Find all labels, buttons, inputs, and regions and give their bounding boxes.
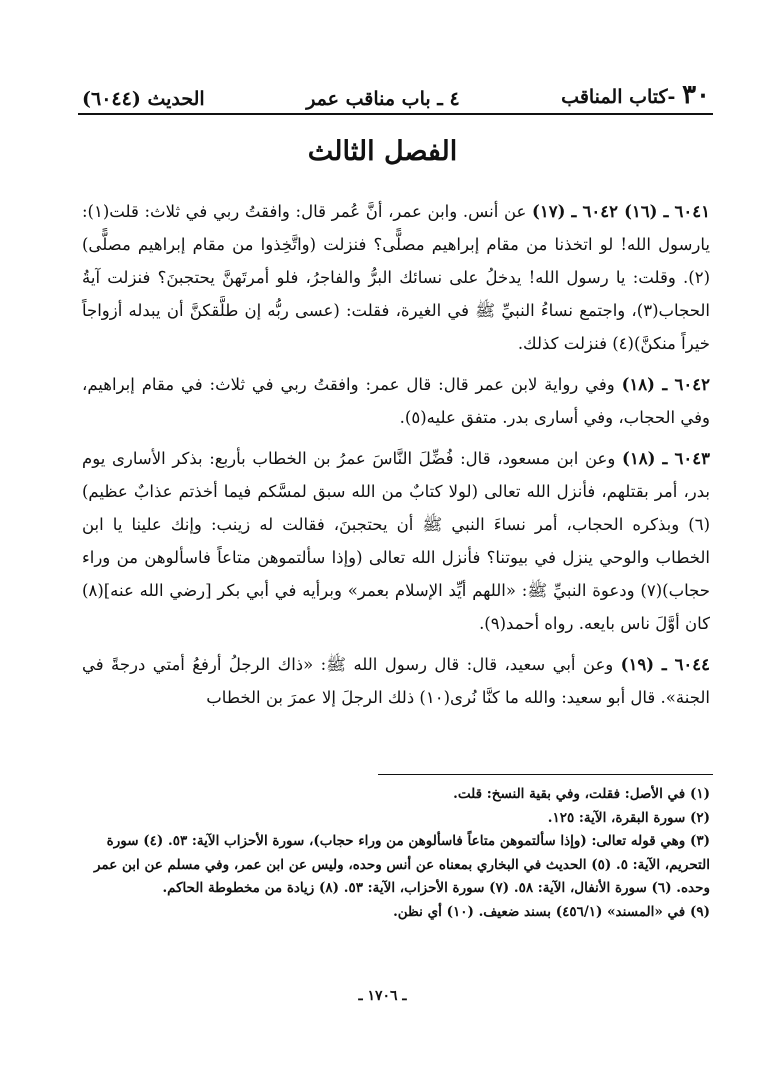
chapter-title: ٤ ـ باب مناقب عمر [306,88,460,110]
hadith-paragraph [82,368,710,434]
hadith-paragraph [82,442,710,640]
hadith-number: ٦٠٤٣ ـ (١٨) [622,449,710,468]
header-divider [78,113,713,115]
footnotes [82,783,710,924]
hadith-text: وفي رواية لابن عمر قال: قال عمر: وافقتُ ربي في ثلاث: في مقام إبراهيم، وفي الحجاب، وفي أسارى بدر. متفق عليه(٥). [82,375,710,427]
book-number: ٣٠ [682,80,710,110]
main-text [82,195,710,722]
hadith-number: ٦٠٤١ ـ (١٦) ٦٠٤٢ ـ (١٧) [532,202,710,221]
page-number: ـ ١٧٠٦ ـ [358,988,407,1004]
book-title-group [561,80,710,110]
page-header [82,72,710,110]
hadith-reference: الحديث (٦٠٤٤) [82,88,205,110]
hadith-paragraph [82,648,710,714]
hadith-number: ٦٠٤٤ ـ (١٩) [620,655,711,674]
footnote: (١) في الأصل: فقلت، وفي بقية النسخ: قلت. [453,786,710,802]
hadith-text: وعن ابن مسعود، قال: فُضِّلَ النَّاسَ عمرُ بن الخطاب بأربع: بذكر الأسارى يوم بدر، أمر بقتلهم، فأنزل الله تعالى (لولا كتابٌ من الله سبق لمسَّكم فيما أخذتم عذابٌ عظيم)(٦) وبذكره الحجاب، أمر نساءَ النبي ﷺ أن يحتجبنَ، فقالت له زينب: وإنك علينا يا ابن الخطاب والوحي ينزل في بيوتنا؟ فأنزل الله تعالى (وإذا سألتموهن متاعاً فاسألوهن من وراء حجاب)(٧) ودعوة النبيِّ ﷺ: «اللهم أيِّد الإسلام بعمر» وبرأيه في أبي بكر [رضي الله عنه](٨) كان أوَّلَ ناس بايعه. رواه أحمد(٩). [82,449,710,633]
hadith-number: ٦٠٤٢ ـ (١٨) [621,375,710,394]
hadith-text: عن أنس. وابن عمر، أنَّ عُمر قال: وافقتُ ربي في ثلاث: قلت(١): يارسول الله! لو اتخذنا من مقام إبراهيم مصلًّى؟ فنزلت (واتَّخِذوا من مقام إبراهيم مصلًّى)(٢). وقلت: يا رسول الله! يدخلُ على نسائك البرُّ والفاجرُ، فلو أمرتَهنَّ يحتجبنَ؟ فنزلت آيةُ الحجاب(٣)، واجتمع نساءُ النبيِّ ﷺ في الغيرة، فقلت: (عسى ربُّه إن طلَّقكنَّ أن يبدله أزواجاً خيراً منكنَّ)(٤) فنزلت كذلك. [82,202,710,353]
footnote: (٢) سورة البقرة، الآية: ١٢٥. [547,809,710,826]
book-title: -كتاب المناقب [561,86,676,108]
section-title: الفصل الثالث [307,136,458,167]
footnote: (٩) في «المسند» (٤٥٦/١) بسند ضعيف. (١٠) أي نظن. [393,903,710,920]
hadith-paragraph [82,195,710,360]
footnote: (٣) وهي قوله تعالى: (وإذا سألتموهن متاعاً فاسألوهن من وراء حجاب)، سورة الأحزاب الآية: ٥٣. (٤) سورة التحريم، الآية: ٥. (٥) الحديث في البخاري بمعناه عن أنس وحده، وليس عن ابن عمر، وفي مسلم عن ابن عمر وحده. (٦) سورة الأنفال، الآية: ٥٨. (٧) سورة الأحزاب، الآية: ٥٣. (٨) زيادة من مخطوطة الحاكم. [93,833,710,896]
hadith-text: وعن أبي سعيد، قال: قال رسول الله ﷺ: «ذاك الرجلُ أرفعُ أمتي درجةً في الجنة». قال أبو سعيد: والله ما كنَّا نُرى(١٠) ذلك الرجلَ إلا عمرَ بن الخطاب [82,655,710,707]
footnote-divider [378,774,713,775]
